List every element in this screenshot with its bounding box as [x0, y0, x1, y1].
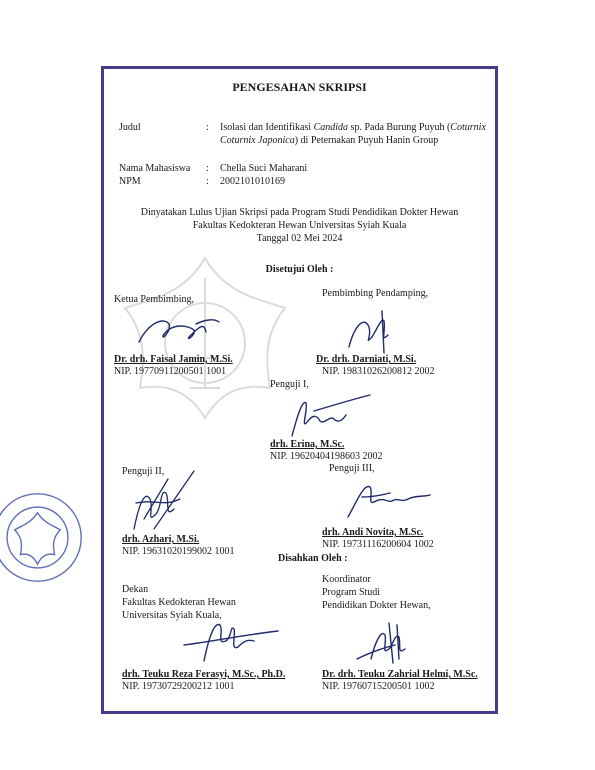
judul-line-2	[220, 135, 438, 146]
dekan-role-line-2: Fakultas Kedokteran Hewan	[122, 597, 236, 608]
pendamping-role: Pembimbing Pendamping,	[322, 288, 429, 299]
dekan-role-line-1: Dekan	[122, 584, 149, 595]
judul-line-1	[220, 122, 486, 133]
penguji3-nip: NIP. 19731116200604 1002	[322, 539, 434, 550]
ketua-nip: NIP. 19770911200501 1001	[114, 366, 227, 377]
penguji1-role: Penguji I,	[270, 379, 309, 390]
penguji1-signature	[284, 391, 374, 441]
penguji2-signature	[124, 469, 204, 537]
nama-label: Nama Mahasiswa	[119, 163, 191, 174]
pendamping-signature	[344, 307, 404, 355]
penguji1-name: drh. Erina, M.Sc.	[270, 439, 345, 450]
pendamping-nip: NIP. 19831026200812 2002	[322, 366, 435, 377]
koordinator-role-line-2: Program Studi	[322, 587, 381, 598]
dekan-name: drh. Teuku Reza Ferasyi, M.Sc., Ph.D.	[122, 669, 286, 680]
dekan-role-line-3: Universitas Syiah Kuala,	[122, 610, 222, 621]
koordinator-nip: NIP. 19760715200501 1002	[322, 681, 435, 692]
penguji3-role: Penguji III,	[329, 463, 375, 474]
judul-text-3: ) di Peternakan Puyuh Hanin Group	[294, 135, 439, 146]
npm-value: 2002101010169	[220, 176, 285, 187]
penguji2-nip: NIP. 19631020199002 1001	[122, 546, 235, 557]
dekan-nip: NIP. 19730729200212 1001	[122, 681, 235, 692]
faculty-stamp-seal	[0, 490, 85, 585]
ratified-heading: Disahkan Oleh :	[278, 553, 348, 564]
ketua-signature	[134, 312, 224, 352]
declaration-line-2: Fakultas Kedokteran Hewan Universitas Syiah Kuala	[192, 220, 407, 231]
judul-italic-coturnix: Coturnix	[450, 122, 486, 133]
judul-label: Judul	[119, 122, 141, 133]
koordinator-role-line-1: Koordinator	[322, 574, 371, 585]
penguji3-name: drh. Andi Novita, M.Sc.	[322, 527, 424, 538]
npm-label: NPM	[119, 176, 141, 187]
judul-italic-species: Coturnix Japonica	[220, 135, 295, 146]
document-frame	[101, 66, 498, 714]
npm-separator: :	[206, 176, 209, 187]
declaration-line-3: Tanggal 02 Mei 2024	[256, 233, 343, 244]
koordinator-role-line-3: Pendidikan Dokter Hewan,	[322, 600, 431, 611]
koordinator-name: Dr. drh. Teuku Zahrial Helmi, M.Sc.	[322, 669, 478, 680]
koordinator-signature	[349, 619, 439, 667]
pendamping-name: Dr. drh. Darniati, M.Si.	[316, 354, 417, 365]
judul-text: Isolasi dan Identifikasi	[220, 122, 314, 133]
penguji1-nip: NIP. 19620404198603 2002	[270, 451, 383, 462]
penguji2-role: Penguji II,	[122, 466, 165, 477]
dekan-signature	[174, 611, 284, 667]
approved-heading: Disetujui Oleh :	[265, 264, 334, 275]
nama-value: Chella Suci Maharani	[220, 163, 308, 174]
judul-separator: :	[206, 122, 209, 133]
nama-separator: :	[206, 163, 209, 174]
ketua-name: Dr. drh. Faisal Jamin, M.Si.	[114, 354, 233, 365]
page-title: PENGESAHAN SKRIPSI	[232, 80, 367, 94]
penguji2-name: drh. Azhari, M.Si.	[122, 534, 200, 545]
ketua-role: Ketua Pembimbing,	[114, 294, 194, 305]
declaration-line-1: Dinyatakan Lulus Ujian Skripsi pada Program Studi Pendidikan Dokter Hewan	[140, 207, 459, 218]
penguji3-signature	[342, 473, 432, 523]
judul-text-2: sp. Pada Burung Puyuh (	[348, 122, 451, 133]
judul-italic-candida: Candida	[313, 122, 349, 133]
